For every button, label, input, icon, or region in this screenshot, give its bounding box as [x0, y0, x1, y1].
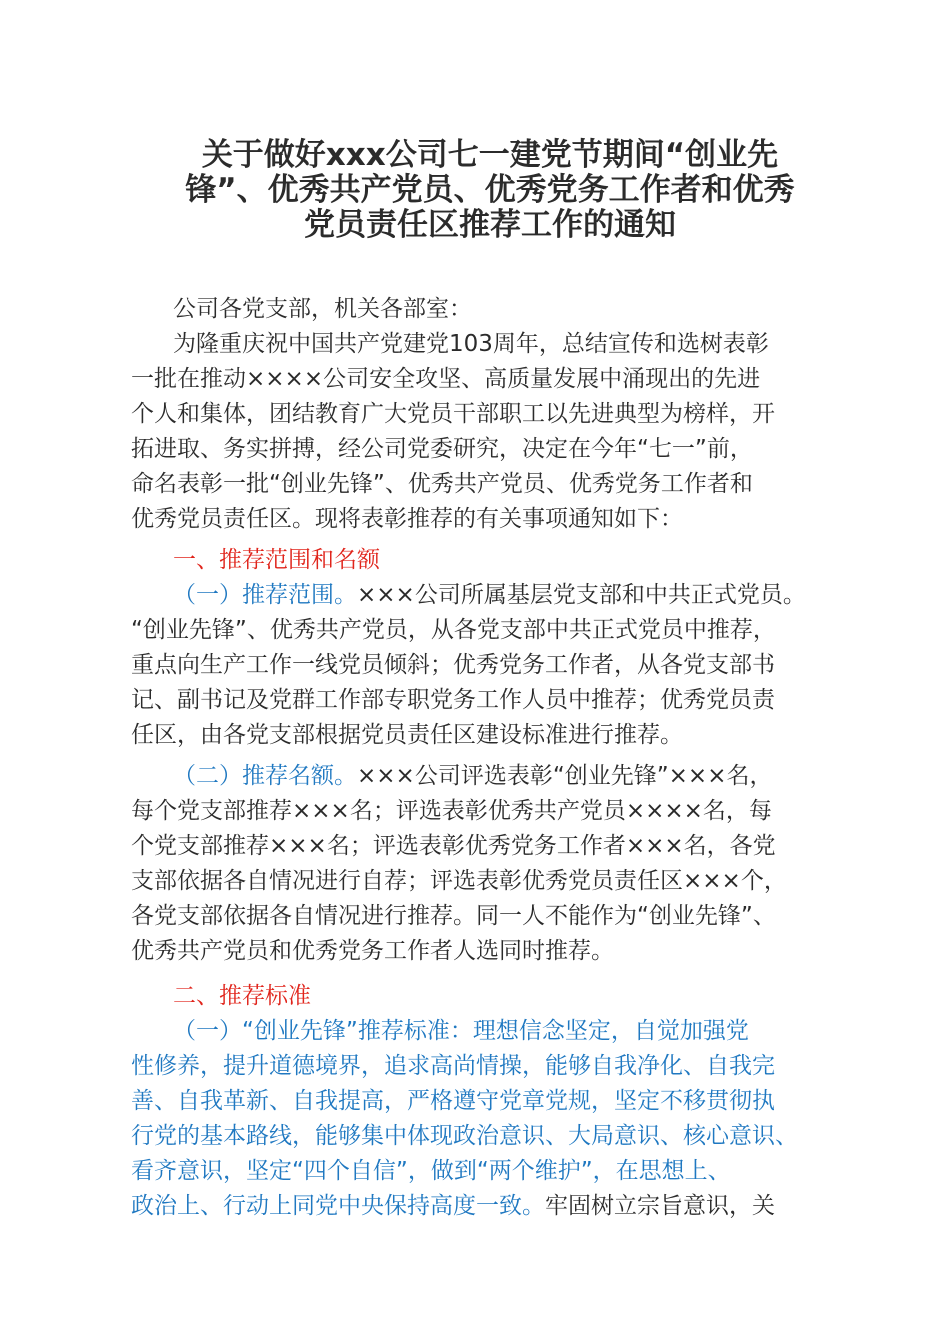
section-heading: 二、推荐标准 [173, 983, 311, 1009]
paragraph-line [131, 578, 871, 613]
salutation: 公司各党支部，机关各部室： [173, 296, 472, 322]
section-heading: 一、推荐范围和名额 [173, 547, 380, 573]
paragraph-line: 任区，由各党支部根据党员责任区建设标准进行推荐。 [131, 722, 683, 748]
paragraph-text-highlight: 政治上、行动上同党中央保持高度一致。 [131, 1193, 545, 1219]
paragraph-line [131, 759, 871, 794]
paragraph-line: 善、自我革新、自我提高，严格遵守党章党规，坚定不移贯彻执 [131, 1088, 775, 1114]
paragraph-line: 命名表彰一批“创业先锋”、优秀共产党员、优秀党务工作者和 [131, 471, 753, 497]
document-title [120, 132, 860, 243]
paragraph-line: 行党的基本路线，能够集中体现政治意识、大局意识、核心意识、 [131, 1123, 798, 1149]
paragraph-line: 各党支部依据各自情况进行推荐。同一人不能作为“创业先锋”、 [131, 903, 776, 929]
title-line: 党员责任区推荐工作的通知 [304, 207, 676, 243]
paragraph-line: 支部依据各自情况进行自荐；评选表彰优秀党员责任区×××个， [131, 868, 787, 894]
paragraph-line: 拓进取、务实拼搏，经公司党委研究，决定在今年“七一”前， [131, 436, 753, 462]
document-body [131, 292, 871, 1224]
paragraph-line: 看齐意识，坚定“四个自信”，做到“两个维护”，在思想上、 [131, 1158, 731, 1184]
quota-paragraph [131, 759, 871, 969]
paragraph-line: 优秀党员责任区。现将表彰推荐的有关事项通知如下： [131, 506, 683, 532]
paragraph-line: 重点向生产工作一线党员倾斜；优秀党务工作者，从各党支部书 [131, 652, 775, 678]
scope-paragraph [131, 578, 871, 753]
paragraph-line: 为隆重庆祝中国共产党建党103周年，总结宣传和选树表彰 [173, 331, 769, 357]
standard-paragraph [131, 1014, 871, 1224]
subsection-label: （二）推荐名额。 [173, 763, 357, 789]
paragraph-text: ×××公司所属基层党支部和中共正式党员。 [357, 582, 806, 608]
paragraph-line: 优秀共产党员和优秀党务工作者人选同时推荐。 [131, 938, 614, 964]
intro-paragraph [131, 327, 871, 537]
paragraph-line: 记、副书记及党群工作部专职党务工作人员中推荐；优秀党员责 [131, 687, 775, 713]
subsection-label: （一）推荐范围。 [173, 582, 357, 608]
paragraph-text: 牢固树立宗旨意识，关 [545, 1193, 775, 1219]
paragraph-line: 每个党支部推荐×××名；评选表彰优秀共产党员××××名，每 [131, 798, 772, 824]
paragraph-line: （一）“创业先锋”推荐标准：理想信念坚定，自觉加强党 [173, 1018, 749, 1044]
title-line: 锋”、优秀共产党员、优秀党务工作者和优秀 [185, 172, 795, 208]
paragraph-line [131, 1189, 871, 1224]
title-line: 关于做好xxx公司七一建党节期间“创业先 [201, 137, 779, 173]
paragraph-text: ×××公司评选表彰“创业先锋”×××名， [357, 763, 773, 789]
paragraph-line: 性修养，提升道德境界，追求高尚情操，能够自我净化、自我完 [131, 1053, 775, 1079]
paragraph-line: 个人和集体，团结教育广大党员干部职工以先进典型为榜样，开 [131, 401, 775, 427]
paragraph-line: “创业先锋”、优秀共产党员，从各党支部中共正式党员中推荐， [131, 617, 776, 643]
paragraph-line: 一批在推动××××公司安全攻坚、高质量发展中涌现出的先进 [131, 366, 761, 392]
paragraph-line: 个党支部推荐×××名；评选表彰优秀党务工作者×××名，各党 [131, 833, 776, 859]
